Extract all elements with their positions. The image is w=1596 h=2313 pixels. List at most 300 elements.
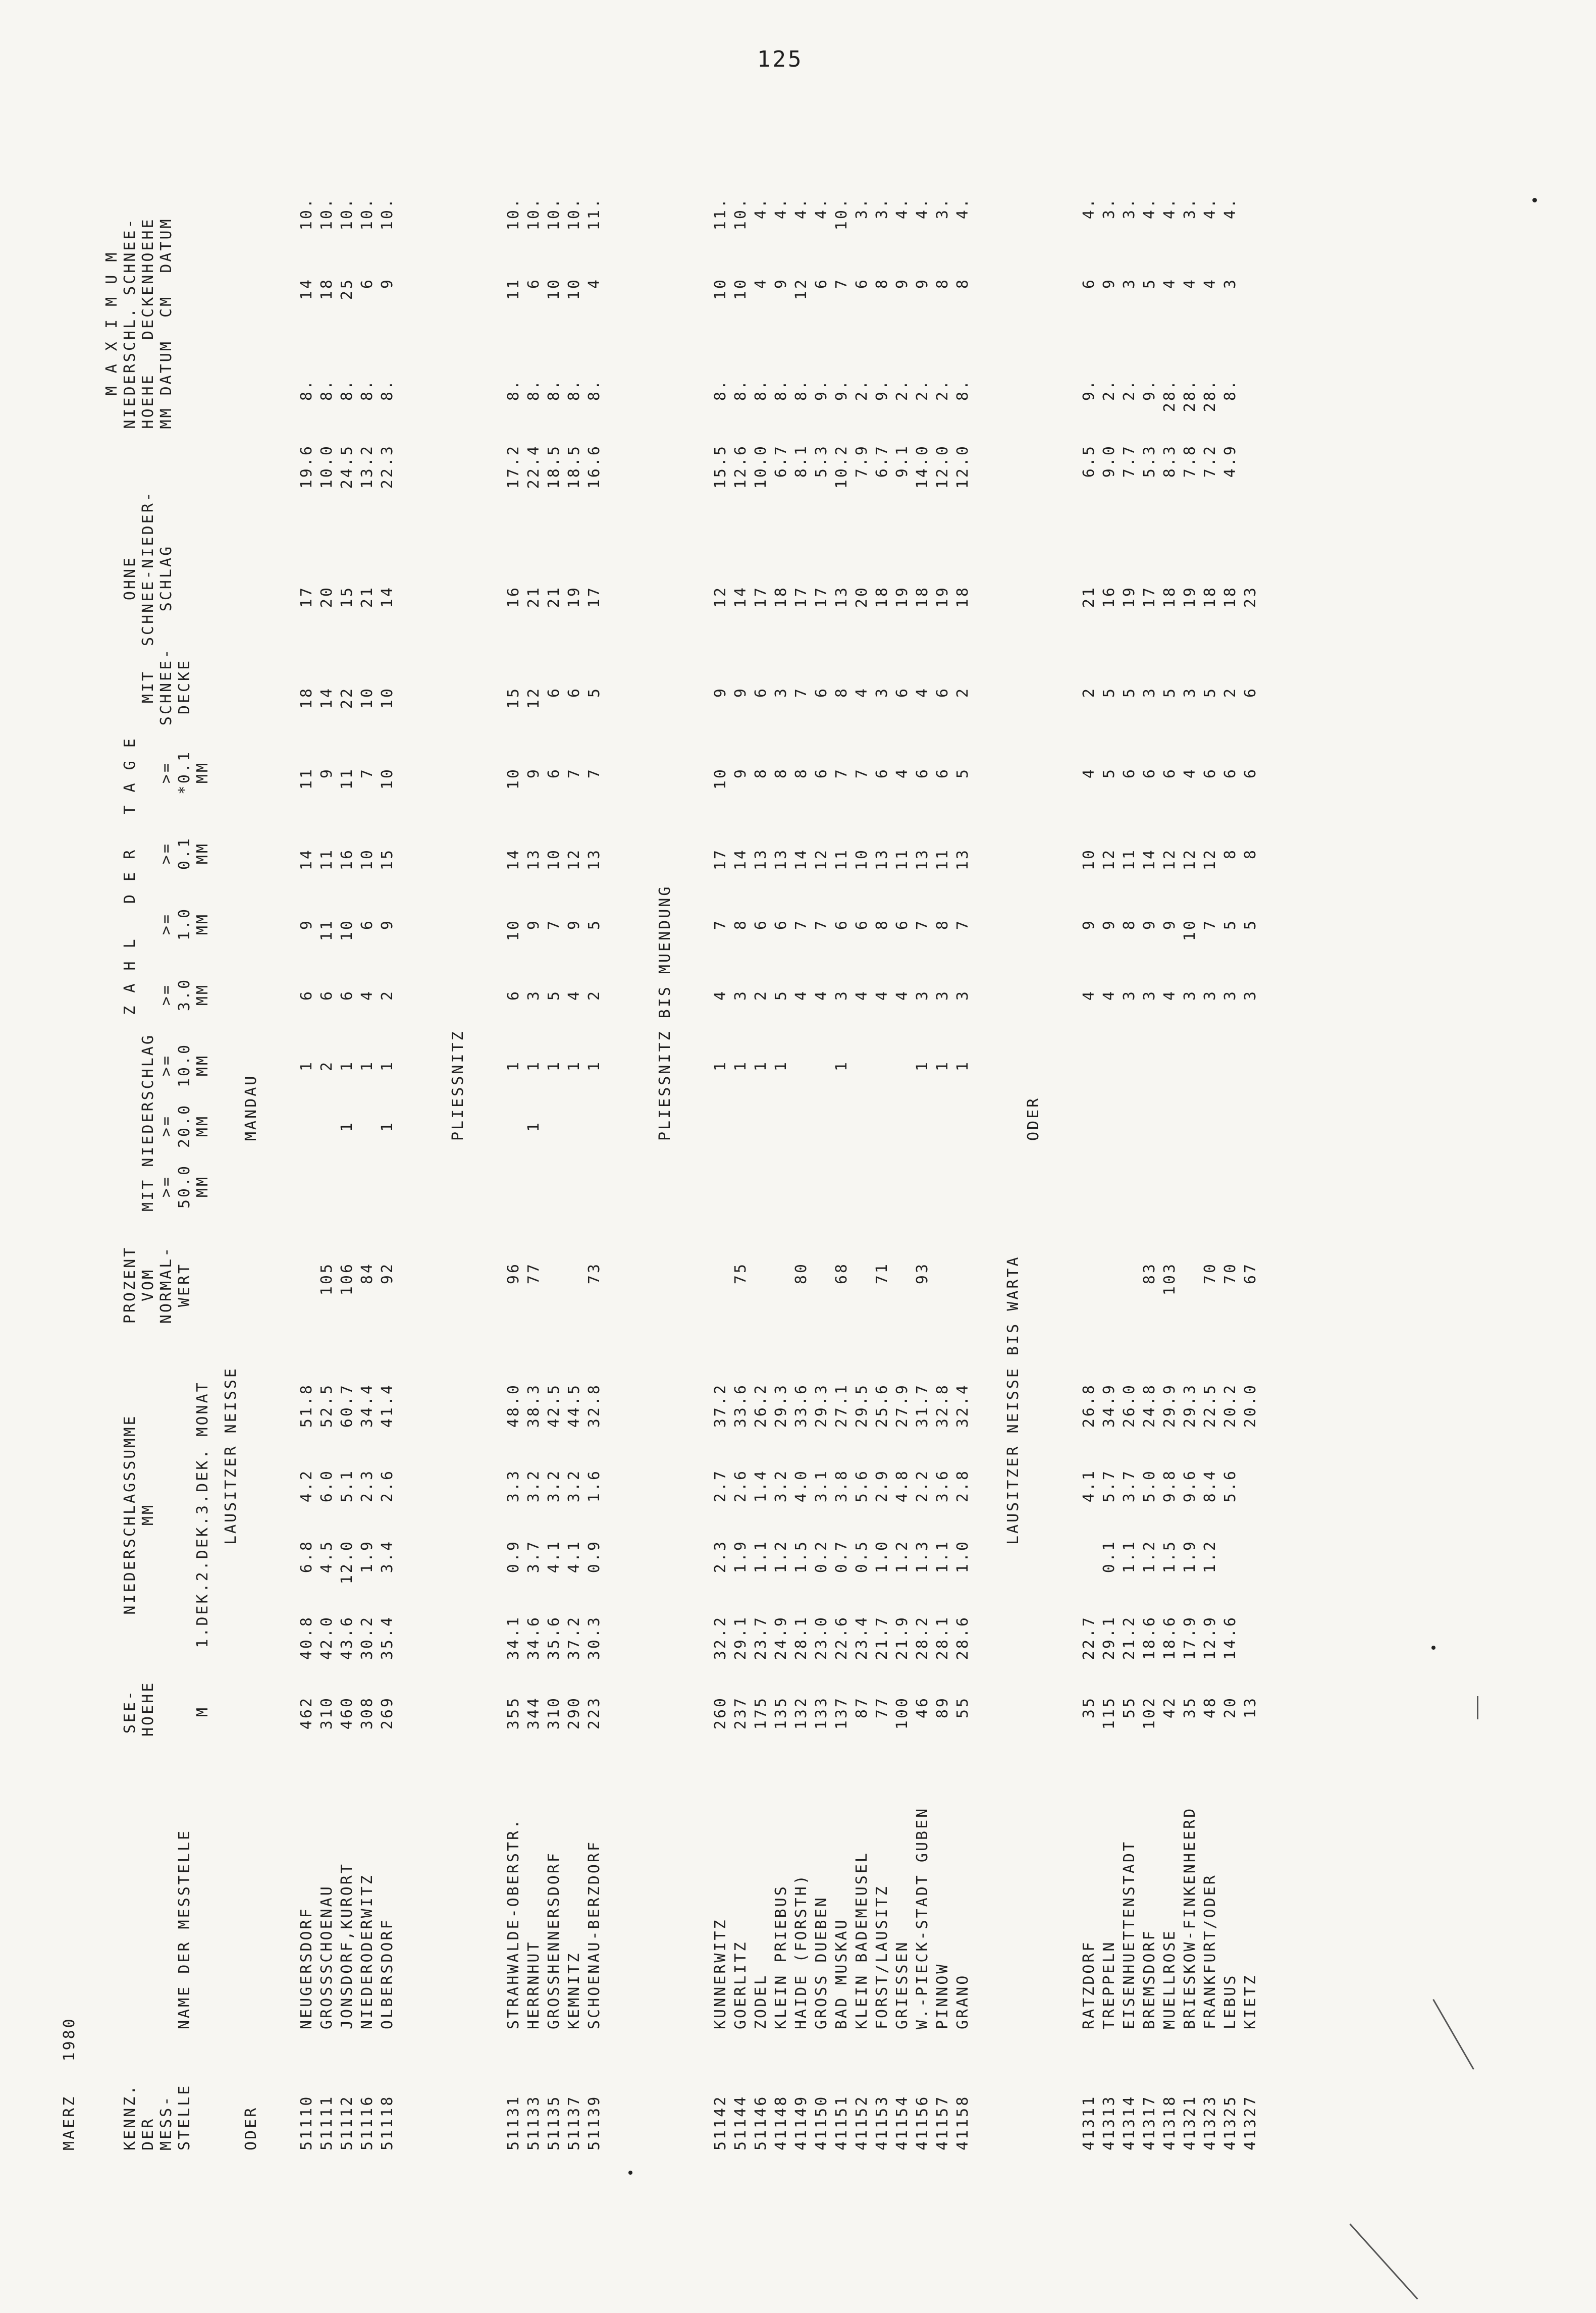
days-lt-01: 9 [525, 767, 543, 779]
days-ge-3: 4 [1080, 989, 1098, 1001]
decade1-sum: 18.6 [1161, 1615, 1179, 1660]
scan-scratch [1432, 1999, 1474, 2070]
days-without-snowfall: 18 [954, 586, 972, 608]
decade2-sum: 1.0 [954, 1540, 972, 1573]
days-without-snowfall: 16 [1100, 586, 1118, 608]
decade1-sum: 37.2 [565, 1615, 583, 1660]
station-name: PINNOW [934, 1962, 951, 2029]
days-ge-10: 1 [545, 1060, 563, 1072]
max-precip-date: 8. [318, 379, 336, 401]
threshold-header: >= 0.1 MM [157, 836, 211, 870]
max-precip-mm: 8.3 [1161, 444, 1179, 478]
station-id: 41318 [1161, 2094, 1179, 2150]
max-precip-date: 8. [505, 379, 522, 401]
month-sum: 52.5 [318, 1383, 336, 1428]
max-precip-mm: 5.3 [813, 444, 830, 478]
station-height: 133 [813, 1696, 830, 1730]
decade2-sum: 0.5 [853, 1540, 871, 1573]
max-precip-mm: 14.0 [914, 444, 931, 489]
station-name: GRANO [954, 1973, 972, 2029]
days-ge-01: 12 [1181, 848, 1199, 871]
days-ge-01: 8 [1242, 848, 1259, 860]
days-ge-3: 4 [893, 989, 911, 1001]
station-id: 41152 [853, 2094, 871, 2150]
max-precip-mm: 4.9 [1221, 444, 1239, 478]
max-snow-depth-cm: 9 [772, 278, 790, 289]
page-number: 125 [757, 46, 804, 72]
decade2-sum: 3.7 [525, 1540, 543, 1573]
days-ge-01: 10 [545, 848, 563, 871]
station-name: EISENHUETTENSTADT [1121, 1839, 1138, 2029]
max-precip-date: 28. [1161, 379, 1179, 412]
station-height: 308 [358, 1696, 376, 1730]
max-snow-depth-cm: 4 [1201, 278, 1219, 289]
max-snow-depth-cm: 18 [318, 278, 336, 300]
days-ge-01: 10 [853, 848, 871, 871]
max-precip-date: 8. [752, 379, 770, 401]
max-precip-mm: 16.6 [586, 444, 603, 489]
days-ge-01: 13 [772, 848, 790, 871]
max-precip-date: 8. [379, 379, 396, 401]
days-ge-01: 14 [298, 848, 315, 871]
max-snow-depth-cm: 4 [1161, 278, 1179, 289]
month-sum: 29.3 [772, 1383, 790, 1428]
max-precip-date: 8. [298, 379, 315, 401]
days-snow-cover: 6 [813, 687, 830, 698]
days-ge-1: 11 [318, 919, 336, 941]
days-ge-3: 6 [298, 989, 315, 1001]
days-ge-3: 4 [1161, 989, 1179, 1001]
month-sum: 24.8 [1141, 1383, 1158, 1428]
days-snow-cover: 3 [873, 687, 891, 698]
days-without-snowfall: 19 [565, 586, 583, 608]
station-id: 41151 [833, 2094, 850, 2150]
decade1-sum: 23.4 [853, 1615, 871, 1660]
percent-normal: 68 [833, 1262, 850, 1285]
header-month: MAERZ 1980 [61, 2017, 78, 2150]
station-height: 55 [1121, 1696, 1138, 1719]
max-precip-mm: 17.2 [505, 444, 522, 489]
station-name: FRANKFURT/ODER [1201, 1873, 1219, 2029]
station-id: 41323 [1201, 2094, 1219, 2150]
station-name: HAIDE (FORSTH) [792, 1873, 810, 2029]
days-ge-1: 10 [338, 919, 356, 941]
days-ge-1: 9 [298, 919, 315, 930]
days-snow-cover: 8 [833, 687, 850, 698]
station-height: 87 [853, 1696, 871, 1719]
station-height: 20 [1221, 1696, 1239, 1719]
month-sum: 29.9 [1161, 1383, 1179, 1428]
days-without-snowfall: 23 [1242, 586, 1259, 608]
max-snow-depth-cm: 9 [914, 278, 931, 289]
max-snow-depth-cm: 9 [1100, 278, 1118, 289]
max-snow-date: 3. [853, 197, 871, 220]
days-ge-1: 5 [1221, 919, 1239, 930]
decade1-sum: 29.1 [1100, 1615, 1118, 1660]
days-ge-3: 3 [1201, 989, 1219, 1001]
days-ge-3: 3 [1242, 989, 1259, 1001]
decade2-sum: 0.1 [1100, 1540, 1118, 1573]
threshold-header: >= 1.0 MM [157, 907, 211, 941]
days-ge-10: 1 [338, 1060, 356, 1072]
days-lt-01: 7 [853, 767, 871, 779]
scan-scratch [1477, 1696, 1478, 1719]
station-height: 344 [525, 1696, 543, 1730]
station-id: 41148 [772, 2094, 790, 2150]
days-ge-01: 13 [914, 848, 931, 871]
days-lt-01: 7 [565, 767, 583, 779]
max-precip-date: 8. [712, 379, 729, 401]
max-precip-mm: 10.2 [833, 444, 850, 489]
days-ge-10: 1 [833, 1060, 850, 1072]
threshold-header: >= 50.0 MM [157, 1164, 211, 1209]
decade2-sum: 4.1 [545, 1540, 563, 1573]
percent-normal: 93 [914, 1262, 931, 1285]
days-ge-3: 5 [772, 989, 790, 1001]
max-snow-date: 3. [873, 197, 891, 220]
header-col-sum: NIEDERSCHLAGSSUMME MM 1.DEK.2.DEK.3.DEK. MONAT [121, 1381, 211, 1648]
decade3-sum: 3.2 [772, 1469, 790, 1503]
max-snow-depth-cm: 6 [525, 278, 543, 289]
max-precip-date: 9. [833, 379, 850, 401]
days-without-snowfall: 14 [379, 586, 396, 608]
decade1-sum: 35.4 [379, 1615, 396, 1660]
days-ge-1: 10 [505, 919, 522, 941]
station-name: KIETZ [1242, 1973, 1259, 2029]
max-precip-mm: 7.2 [1201, 444, 1219, 478]
days-without-snowfall: 18 [1221, 586, 1239, 608]
days-ge-3: 3 [525, 989, 543, 1001]
decade3-sum: 5.7 [1100, 1469, 1118, 1503]
days-ge-10: 1 [772, 1060, 790, 1072]
month-sum: 41.4 [379, 1383, 396, 1428]
station-name: BAD MUSKAU [833, 1918, 850, 2029]
decade1-sum: 30.2 [358, 1615, 376, 1660]
days-ge-01: 10 [358, 848, 376, 871]
days-snow-cover: 6 [893, 687, 911, 698]
subsection-label: PLIESSNITZ BIS MUENDUNG [656, 884, 674, 1141]
days-without-snowfall: 20 [318, 586, 336, 608]
days-ge-10: 1 [298, 1060, 315, 1072]
station-name: RATZDORF [1080, 1940, 1098, 2029]
max-snow-date: 11. [712, 197, 729, 231]
month-sum: 29.5 [853, 1383, 871, 1428]
percent-normal: 71 [873, 1262, 891, 1285]
days-ge-01: 8 [1221, 848, 1239, 860]
days-lt-01: 11 [338, 767, 356, 790]
decade2-sum: 1.2 [1141, 1540, 1158, 1573]
percent-normal: 83 [1141, 1262, 1158, 1285]
days-without-snowfall: 17 [752, 586, 770, 608]
max-snow-date: 10. [338, 197, 356, 231]
days-ge-01: 12 [1161, 848, 1179, 871]
max-precip-mm: 7.9 [853, 444, 871, 478]
days-ge-01: 14 [1141, 848, 1158, 871]
max-precip-mm: 18.5 [545, 444, 563, 489]
days-ge-1: 7 [914, 919, 931, 930]
days-ge-1: 9 [1141, 919, 1158, 930]
max-precip-date: 8. [1221, 379, 1239, 401]
max-snow-date: 4. [772, 197, 790, 220]
days-lt-01: 4 [1080, 767, 1098, 779]
days-ge-01: 17 [712, 848, 729, 871]
days-ge-01: 12 [565, 848, 583, 871]
month-sum: 38.3 [525, 1383, 543, 1428]
station-height: 223 [586, 1696, 603, 1730]
threshold-header: >= 10.0 MM [157, 1042, 211, 1088]
threshold-header: >= 20.0 MM [157, 1103, 211, 1148]
percent-normal: 70 [1221, 1262, 1239, 1285]
month-sum: 32.8 [934, 1383, 951, 1428]
days-lt-01: 6 [1221, 767, 1239, 779]
decade2-sum: 0.7 [833, 1540, 850, 1573]
max-snow-date: 3. [1181, 197, 1199, 220]
max-precip-mm: 22.3 [379, 444, 396, 489]
station-id: 41158 [954, 2094, 972, 2150]
station-id: 51111 [318, 2094, 336, 2150]
max-precip-date: 8. [565, 379, 583, 401]
decade3-sum: 3.7 [1121, 1469, 1138, 1503]
max-snow-depth-cm: 6 [813, 278, 830, 289]
month-sum: 27.9 [893, 1383, 911, 1428]
max-snow-date: 4. [914, 197, 931, 220]
station-name: NIEDERODERWITZ [358, 1873, 376, 2029]
month-sum: 29.3 [1181, 1383, 1199, 1428]
days-without-snowfall: 21 [545, 586, 563, 608]
decade3-sum: 5.1 [338, 1469, 356, 1503]
days-snow-cover: 5 [1201, 687, 1219, 698]
station-height: 132 [792, 1696, 810, 1730]
days-snow-cover: 4 [853, 687, 871, 698]
decade3-sum: 3.2 [565, 1469, 583, 1503]
max-snow-depth-cm: 25 [338, 278, 356, 300]
days-lt-01: 6 [1161, 767, 1179, 779]
max-snow-date: 4. [1201, 197, 1219, 220]
station-height: 355 [505, 1696, 522, 1730]
days-lt-01: 8 [792, 767, 810, 779]
max-precip-date: 9. [1141, 379, 1158, 401]
decade2-sum: 1.3 [914, 1540, 931, 1573]
decade1-sum: 34.1 [505, 1615, 522, 1660]
max-precip-mm: 9.0 [1100, 444, 1118, 478]
station-id: 41327 [1242, 2094, 1259, 2150]
days-lt-01: 9 [732, 767, 750, 779]
station-height: 100 [893, 1696, 911, 1730]
max-snow-depth-cm: 9 [379, 278, 396, 289]
days-ge-01: 16 [338, 848, 356, 871]
station-name: STRAHWALDE-OBERSTR. [505, 1817, 522, 2029]
days-ge-10: 1 [752, 1060, 770, 1072]
days-ge-10: 1 [732, 1060, 750, 1072]
days-snow-cover: 2 [954, 687, 972, 698]
station-id: 51110 [298, 2094, 315, 2150]
station-name: NEUGERSDORF [298, 1907, 315, 2029]
max-precip-date: 8. [586, 379, 603, 401]
max-snow-date: 3. [1121, 197, 1138, 220]
decade2-sum: 0.9 [586, 1540, 603, 1573]
station-name: OLBERSDORF [379, 1918, 396, 2029]
max-precip-date: 9. [873, 379, 891, 401]
days-ge-1: 6 [358, 919, 376, 930]
decade3-sum: 1.6 [586, 1469, 603, 1503]
days-snow-cover: 6 [1242, 687, 1259, 698]
days-lt-01: 6 [545, 767, 563, 779]
days-ge-01: 13 [586, 848, 603, 871]
days-ge-1: 6 [772, 919, 790, 930]
decade3-sum: 4.8 [893, 1469, 911, 1503]
days-ge-1: 7 [545, 919, 563, 930]
station-id: 41153 [873, 2094, 891, 2150]
days-lt-01: 6 [1242, 767, 1259, 779]
days-lt-01: 8 [772, 767, 790, 779]
decade2-sum: 0.9 [505, 1540, 522, 1573]
percent-normal: 103 [1161, 1262, 1179, 1296]
max-precip-date: 2. [853, 379, 871, 401]
max-precip-date: 2. [1121, 379, 1138, 401]
max-snow-date: 10. [318, 197, 336, 231]
decade3-sum: 6.0 [318, 1469, 336, 1503]
header-col-days-mit-schnee: MIT SCHNEE- DECKE [139, 647, 193, 726]
days-without-snowfall: 15 [338, 586, 356, 608]
decade2-sum: 3.4 [379, 1540, 396, 1573]
decade1-sum: 22.7 [1080, 1615, 1098, 1660]
days-ge-3: 4 [813, 989, 830, 1001]
days-lt-01: 5 [954, 767, 972, 779]
days-lt-01: 10 [379, 767, 396, 790]
station-id: 51137 [565, 2094, 583, 2150]
decade3-sum: 2.6 [732, 1469, 750, 1503]
days-ge-3: 4 [1100, 989, 1118, 1001]
station-height: 135 [772, 1696, 790, 1730]
decade3-sum: 1.4 [752, 1469, 770, 1503]
month-sum: 37.2 [712, 1383, 729, 1428]
decade3-sum: 2.9 [873, 1469, 891, 1503]
days-lt-01: 6 [813, 767, 830, 779]
days-ge-1: 9 [525, 919, 543, 930]
days-without-snowfall: 18 [1161, 586, 1179, 608]
scan-scratch [1349, 2224, 1418, 2300]
days-ge-20: 1 [338, 1121, 356, 1132]
days-lt-01: 11 [298, 767, 315, 790]
station-name: KLEIN BADEMEUSEL [853, 1851, 871, 2029]
station-name: KUNNERWITZ [712, 1918, 729, 2029]
decade2-sum: 4.1 [565, 1540, 583, 1573]
days-snow-cover: 5 [1161, 687, 1179, 698]
max-snow-date: 4. [1080, 197, 1098, 220]
days-snow-cover: 3 [1141, 687, 1158, 698]
max-precip-mm: 7.8 [1181, 444, 1199, 478]
decade1-sum: 17.9 [1181, 1615, 1199, 1660]
days-ge-01: 11 [1121, 848, 1138, 871]
station-height: 310 [318, 1696, 336, 1730]
days-without-snowfall: 18 [772, 586, 790, 608]
decade3-sum: 2.2 [914, 1469, 931, 1503]
station-id: 41321 [1181, 2094, 1199, 2150]
days-without-snowfall: 21 [525, 586, 543, 608]
decade2-sum: 1.9 [358, 1540, 376, 1573]
station-id: 51118 [379, 2094, 396, 2150]
month-sum: 22.5 [1201, 1383, 1219, 1428]
max-snow-depth-cm: 6 [358, 278, 376, 289]
station-name: KEMNITZ [565, 1951, 583, 2029]
days-ge-3: 4 [792, 989, 810, 1001]
days-snow-cover: 2 [1221, 687, 1239, 698]
days-ge-20: 1 [525, 1121, 543, 1132]
station-height: 48 [1201, 1696, 1219, 1719]
max-snow-date: 4. [1161, 197, 1179, 220]
station-height: 115 [1100, 1696, 1118, 1730]
max-precip-date: 28. [1201, 379, 1219, 412]
station-height: 89 [934, 1696, 951, 1719]
days-ge-01: 14 [732, 848, 750, 871]
max-precip-mm: 7.7 [1121, 444, 1138, 478]
station-height: 77 [873, 1696, 891, 1719]
decade2-sum: 1.0 [873, 1540, 891, 1573]
days-ge-3: 2 [586, 989, 603, 1001]
decade1-sum: 28.6 [954, 1615, 972, 1660]
days-ge-01: 13 [525, 848, 543, 871]
month-sum: 48.0 [505, 1383, 522, 1428]
max-precip-date: 9. [1080, 379, 1098, 401]
days-ge-20: 1 [379, 1121, 396, 1132]
decade2-sum: 1.9 [1181, 1540, 1199, 1573]
station-name: KLEIN PRIEBUS [772, 1884, 790, 2029]
month-sum: 34.4 [358, 1383, 376, 1428]
section-label: LAUSITZER NEISSE BIS WARTA [1004, 1255, 1022, 1545]
days-without-snowfall: 13 [833, 586, 850, 608]
decade3-sum: 3.1 [813, 1469, 830, 1503]
days-ge-1: 8 [873, 919, 891, 930]
days-lt-01: 6 [1121, 767, 1138, 779]
days-without-snowfall: 16 [505, 586, 522, 608]
station-height: 42 [1161, 1696, 1179, 1719]
days-ge-3: 2 [752, 989, 770, 1001]
days-snow-cover: 3 [1181, 687, 1199, 698]
station-name: W.-PIECK-STADT GUBEN [914, 1806, 931, 2029]
max-snow-depth-cm: 11 [505, 278, 522, 300]
station-name: MUELLROSE [1161, 1929, 1179, 2029]
station-name: GROSS DUEBEN [813, 1896, 830, 2029]
max-precip-date: 8. [954, 379, 972, 401]
days-ge-10: 1 [565, 1060, 583, 1072]
days-lt-01: 7 [358, 767, 376, 779]
days-snow-cover: 5 [586, 687, 603, 698]
days-ge-01: 13 [873, 848, 891, 871]
month-sum: 32.8 [586, 1383, 603, 1428]
max-precip-mm: 6.5 [1080, 444, 1098, 478]
station-height: 269 [379, 1696, 396, 1730]
days-ge-1: 9 [565, 919, 583, 930]
decade1-sum: 23.7 [752, 1615, 770, 1660]
percent-normal: 96 [505, 1262, 522, 1285]
days-ge-3: 6 [505, 989, 522, 1001]
days-ge-1: 8 [732, 919, 750, 930]
days-without-snowfall: 19 [1181, 586, 1199, 608]
station-height: 175 [752, 1696, 770, 1730]
days-snow-cover: 14 [318, 687, 336, 709]
days-without-snowfall: 17 [792, 586, 810, 608]
decade3-sum: 9.6 [1181, 1469, 1199, 1503]
days-without-snowfall: 18 [1201, 586, 1219, 608]
decade1-sum: 40.8 [298, 1615, 315, 1660]
days-lt-01: 10 [505, 767, 522, 790]
days-ge-3: 3 [833, 989, 850, 1001]
station-id: 51146 [752, 2094, 770, 2150]
header-col-id: KENNZ. DER MESS- STELLE [121, 2083, 193, 2150]
days-without-snowfall: 17 [298, 586, 315, 608]
percent-normal: 75 [732, 1262, 750, 1285]
decade3-sum: 5.6 [1221, 1469, 1239, 1503]
